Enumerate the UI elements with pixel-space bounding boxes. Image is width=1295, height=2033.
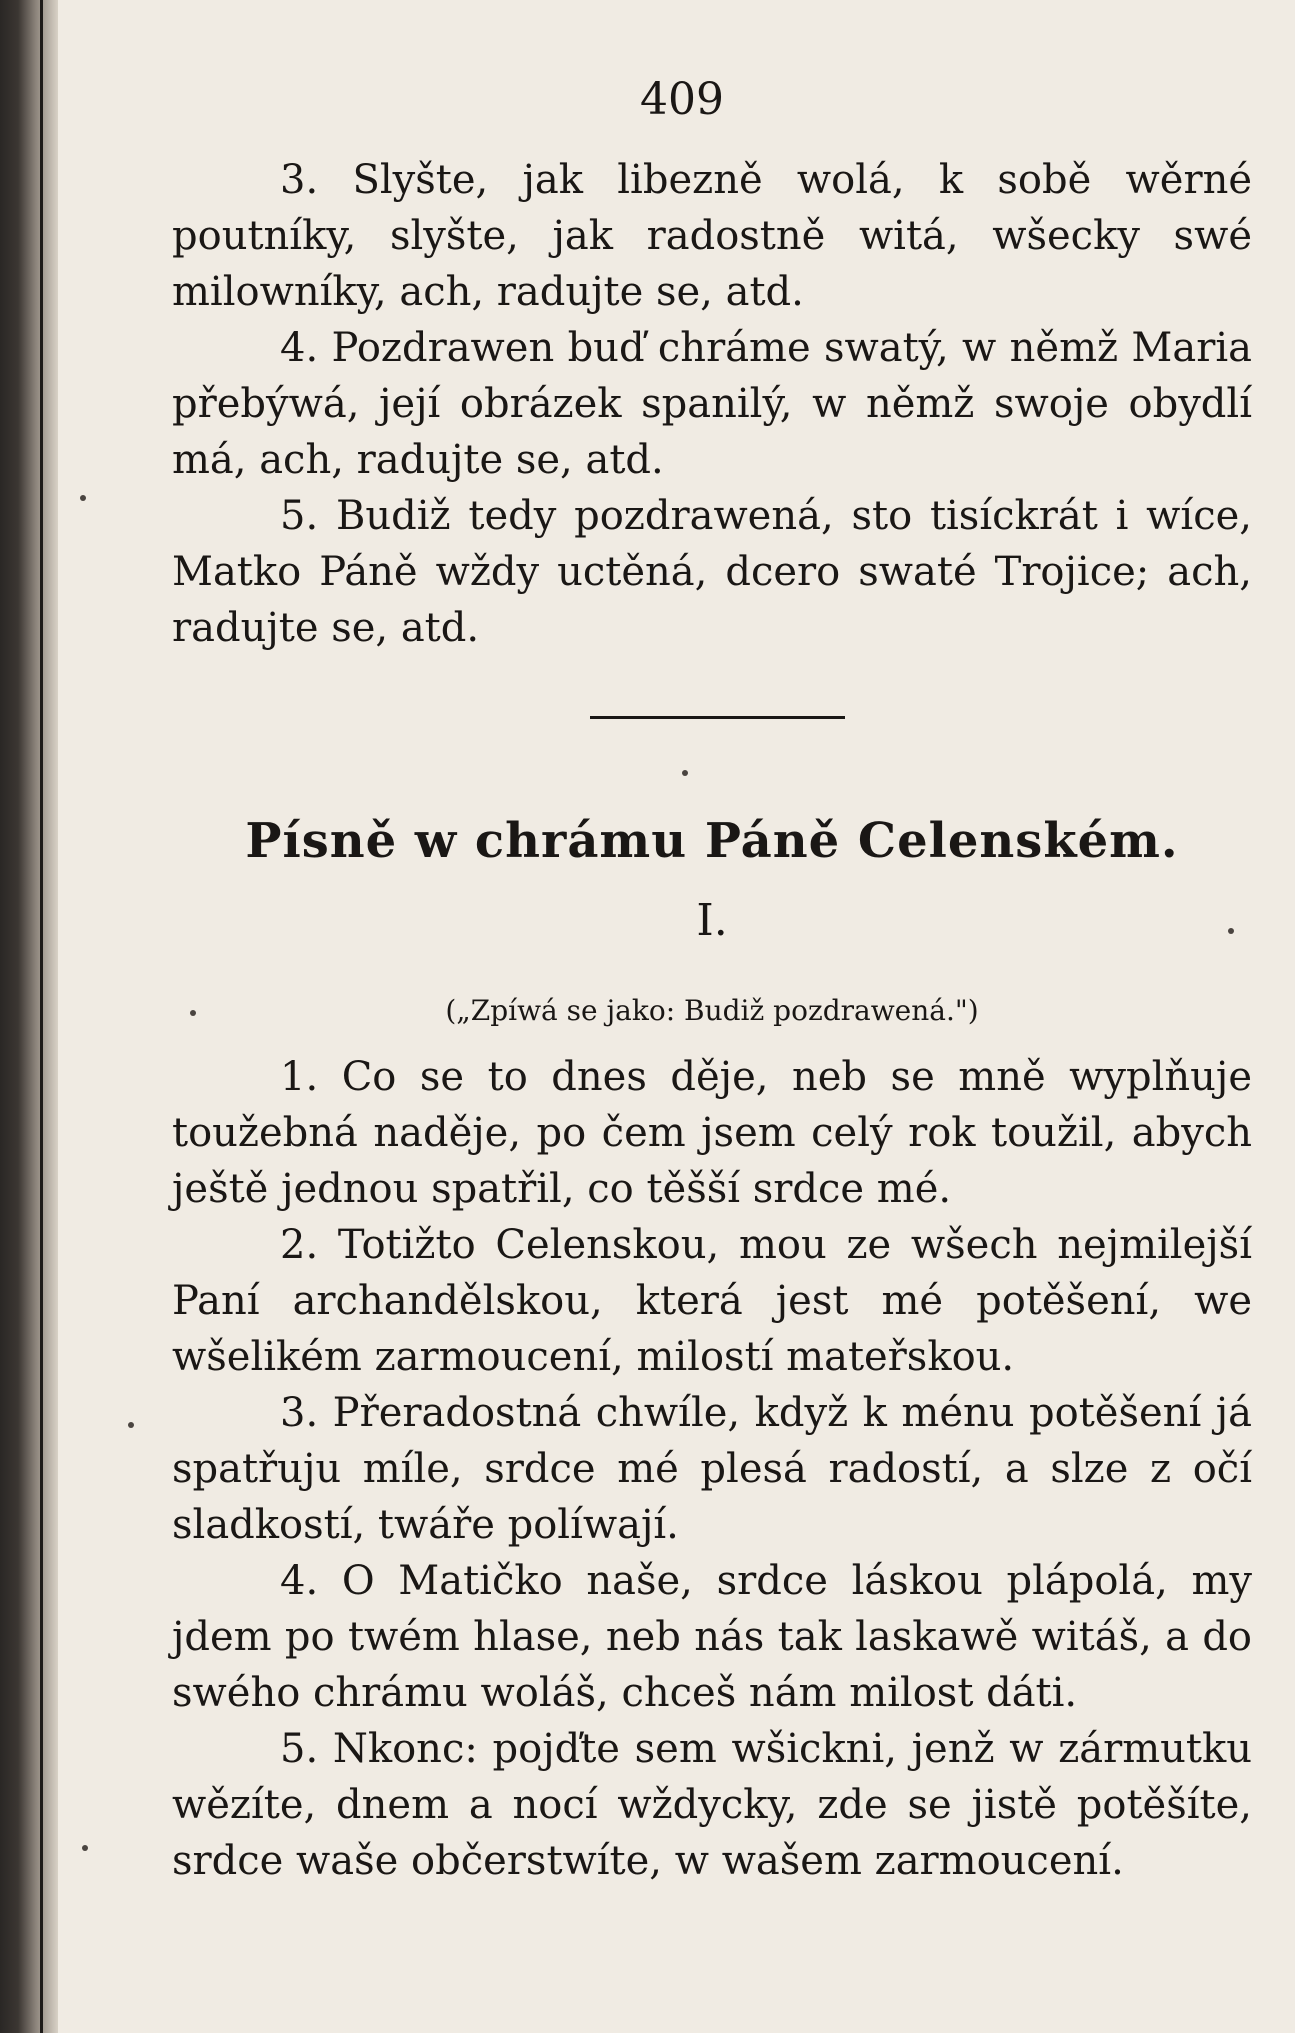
book-gutter bbox=[0, 0, 58, 2033]
stanza-2: 2. Totižto Celenskou, mou ze wšech nejmilejší Paní archandělskou, která jest mé potěšení, we wšelikém zarmoucení, milostí mateřskou. bbox=[172, 1222, 1252, 1380]
stanza-3-upper: 3. Slyšte, jak libezně wolá, k sobě wěrné poutníky, slyšte, jak radostně witá, wšecky swé milowníky, ach, radujte se, atd. bbox=[172, 157, 1252, 315]
binding-edge bbox=[40, 0, 43, 2033]
page-number: 409 bbox=[640, 74, 724, 125]
section-number: I. bbox=[696, 895, 728, 946]
stanza-5: 5. Nkonc: pojďte sem wšickni, jenž w zármutku wězíte, dnem a nocí wždycky, zde se jistě potěšíte, srdce waše občerstwíte, w wašem zarmoucení. bbox=[172, 1726, 1252, 1884]
stanza-3: 3. Přeradostná chwíle, když k ménu potěšení já spatřuju míle, srdce mé plesá radostí, a slze z očí sladkostí, twáře políwají. bbox=[172, 1390, 1252, 1548]
paper-speck bbox=[128, 1422, 134, 1428]
paper-speck bbox=[82, 1845, 88, 1851]
page-text bbox=[172, 72, 1252, 1889]
stanza-1: 1. Co se to dnes děje, neb se mně wyplňuje toužebná naděje, po čem jsem celý rok toužil, abych ještě jednou spatřil, co těšší srdce mé. bbox=[172, 1054, 1252, 1212]
paper-speck bbox=[1228, 928, 1234, 934]
stanza-5-upper: 5. Budiž tedy pozdrawená, sto tisíckrát i wíce, Matko Páně wždy uctěná, dcero swaté Trojice; ach, radujte se, atd. bbox=[172, 493, 1252, 651]
section-divider bbox=[590, 716, 845, 719]
section-title: Písně w chrámu Páně Celenském. bbox=[245, 813, 1179, 869]
paper-speck bbox=[190, 1010, 196, 1016]
stanza-4-upper: 4. Pozdrawen buď chráme swatý, w němž Maria přebýwá, její obrázek spanilý, w němž swoje obydlí má, ach, radujte se, atd. bbox=[172, 325, 1252, 483]
stanza-4: 4. O Matičko naše, srdce láskou plápolá, my jdem po twém hlase, neb nás tak laskawě witáš, a do swého chrámu woláš, chceš nám milost dáti. bbox=[172, 1558, 1252, 1716]
paper-speck bbox=[80, 495, 86, 501]
tune-note: („Zpíwá se jako: Budiž pozdrawená.") bbox=[445, 994, 979, 1027]
paper-speck bbox=[682, 770, 688, 776]
